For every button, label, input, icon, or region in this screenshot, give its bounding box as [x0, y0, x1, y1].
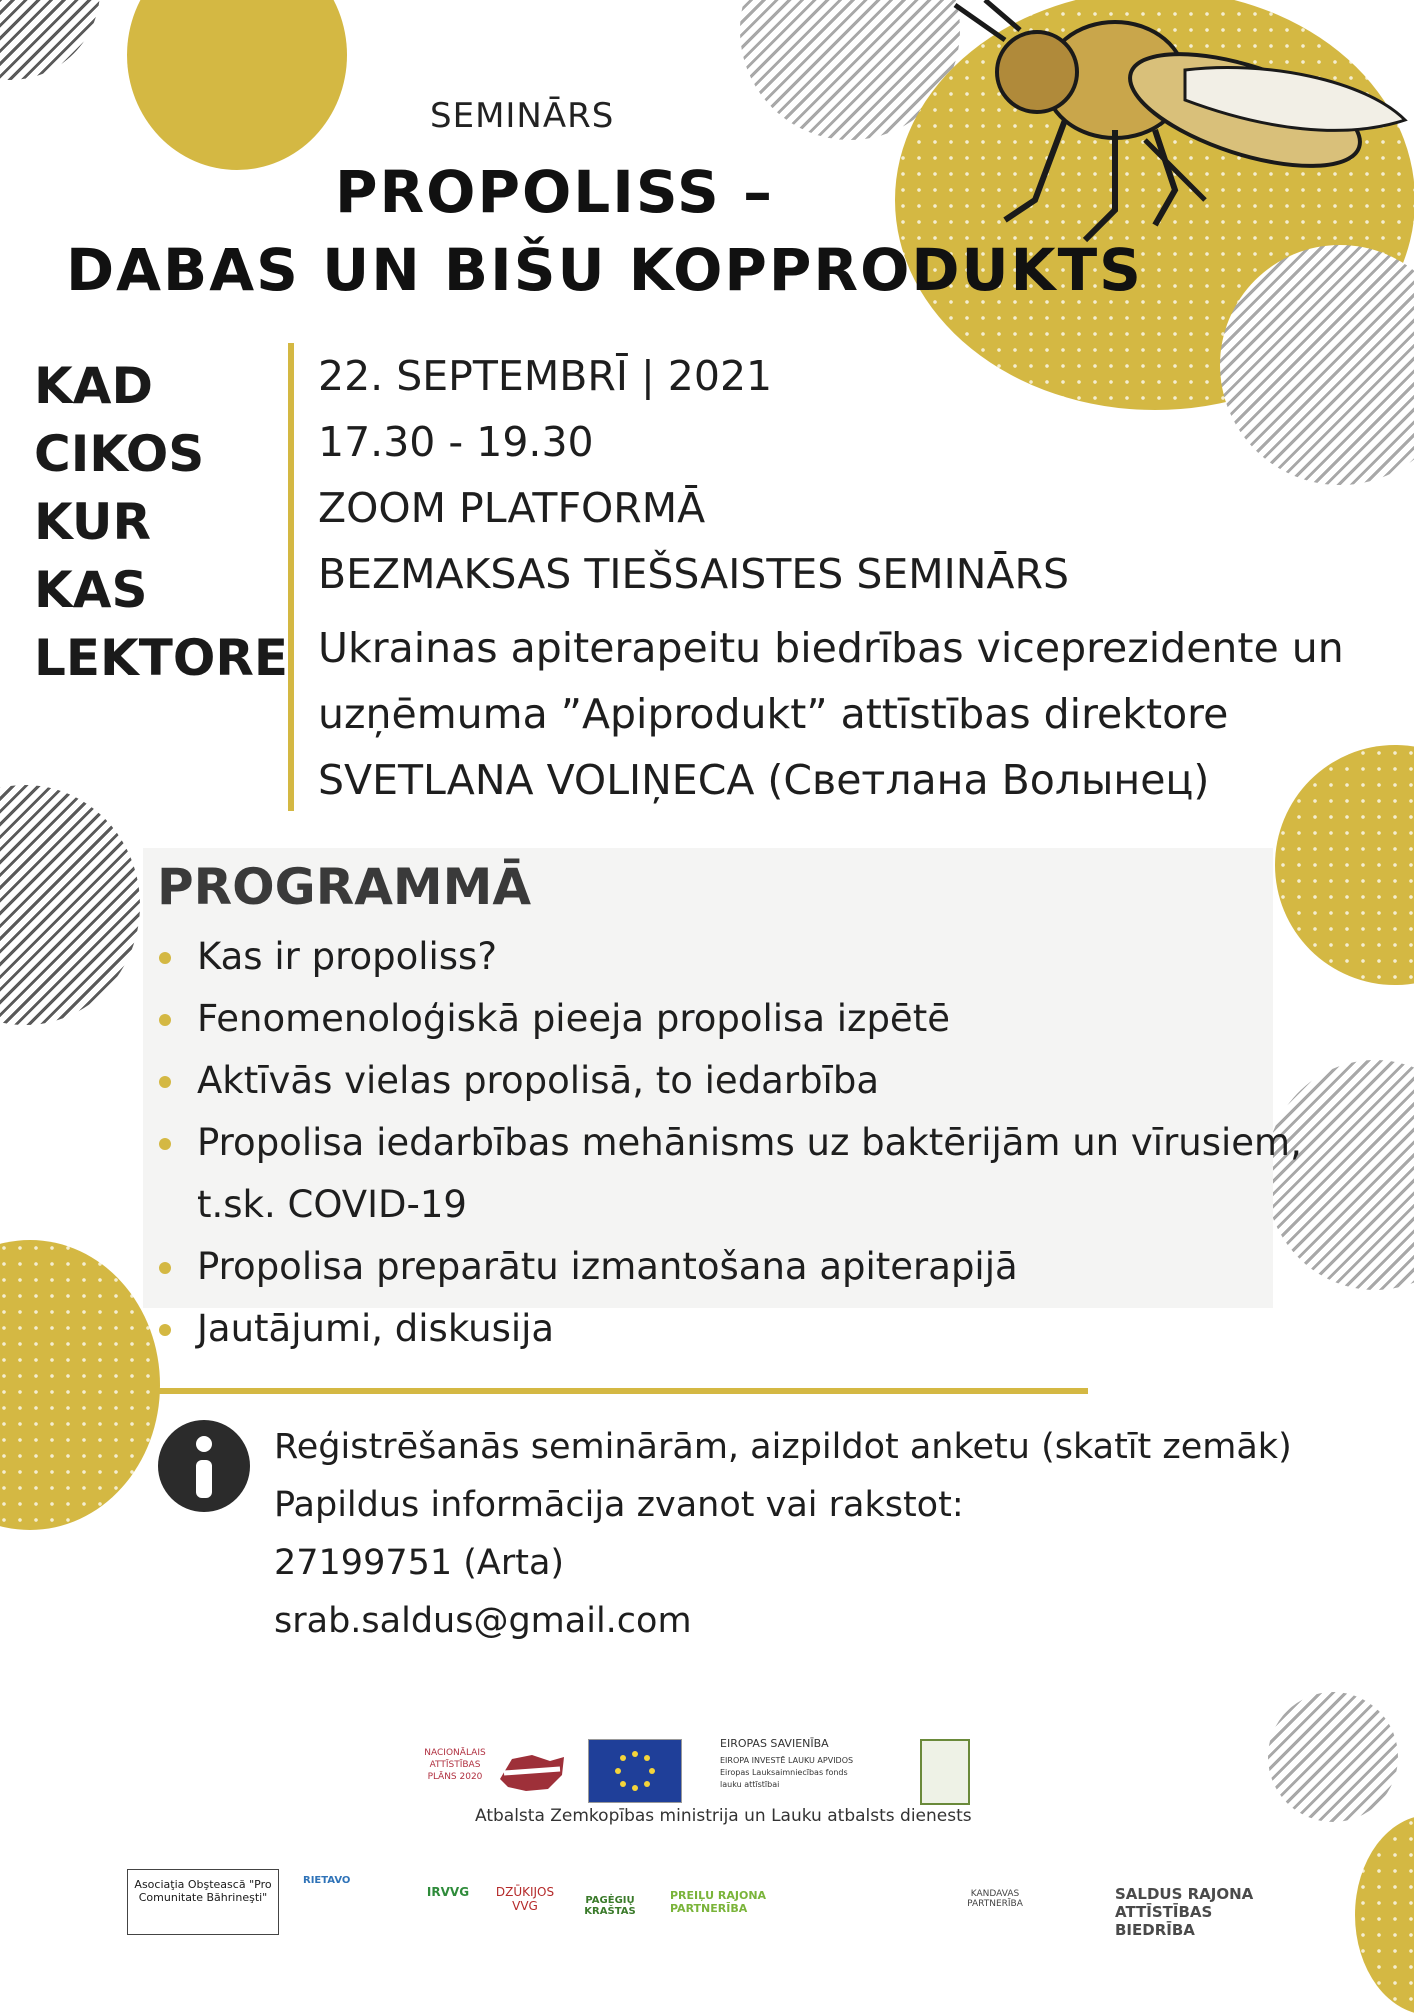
decor-dot-circle-left-lower — [0, 1240, 160, 1530]
event-place: ZOOM PLATFORMĀ — [318, 484, 706, 532]
program-title: PROGRAMMĀ — [157, 858, 532, 916]
program-item: Propolisa preparātu izmantošana apiterapijā — [153, 1236, 1337, 1298]
event-type: BEZMAKSAS TIEŠSAISTES SEMINĀRS — [318, 550, 1069, 598]
partner-saldus-logo: SALDUS RAJONA ATTĪSTĪBAS BIEDRĪBA — [1115, 1885, 1254, 1939]
event-lecturer: Ukrainas apiterapeitu biedrības viceprezidente un uzņēmuma ”Apiprodukt” attīstības direktore SVETLANA VOLIŅECA (Светлана Волынец) — [318, 624, 1344, 804]
label-kas: KAS — [34, 561, 148, 619]
eu-title: EIROPAS SAVIENĪBA — [720, 1737, 829, 1750]
latvia-map-icon — [498, 1749, 568, 1795]
registration-line2: Papildus informācija zvanot vai rakstot: — [274, 1485, 964, 1525]
bee-illustration — [945, 0, 1414, 260]
event-date: 22. SEPTEMBRĪ | 2021 — [318, 352, 773, 400]
decor-stripe-circle-top-left — [0, 0, 100, 80]
registration-phone[interactable]: 27199751 (Arta) — [274, 1543, 565, 1583]
program-item: Kas ir propoliss? — [153, 926, 1337, 988]
nap-2020-logo: NACIONĀLAIS ATTĪSTĪBAS PLĀNS 2020 — [424, 1748, 486, 1782]
partner-preilu-logo: PREIĻU RAJONA PARTNERĪBA — [670, 1889, 767, 1915]
event-kicker: SEMINĀRS — [430, 96, 615, 136]
bullet-icon — [159, 1014, 171, 1026]
program-list — [153, 926, 1337, 1360]
bullet-icon — [159, 1324, 171, 1336]
page-title-line2: DABAS UN BIŠU KOPPRODUKTS — [66, 236, 1143, 304]
registration-block — [274, 1418, 1292, 1650]
detail-labels — [34, 352, 288, 692]
eu-line2: Eiropas Lauksaimniecības fonds lauku attīstībai — [720, 1768, 848, 1789]
bullet-icon — [159, 1138, 171, 1150]
partner-rietavo-logo: RIETAVO — [303, 1875, 351, 1886]
bullet-icon — [159, 952, 171, 964]
partner-logos — [125, 1865, 1305, 1945]
details-divider — [288, 343, 294, 811]
partner-irvvg-logo: IRVVG — [426, 1885, 470, 1899]
label-cikos: CIKOS — [34, 425, 205, 483]
label-kur: KUR — [34, 493, 151, 551]
event-time: 17.30 - 19.30 — [318, 418, 594, 466]
decor-dot-circle-bottom-right — [1355, 1815, 1414, 2015]
partner-pagegiu-logo: PAGĖGIŲ KRAŠTAS — [584, 1895, 636, 1917]
registration-email[interactable]: srab.saldus@gmail.com — [274, 1601, 692, 1641]
sponsor-logos-top — [420, 1735, 980, 1815]
section-divider — [158, 1388, 1088, 1394]
label-lektore: LEKTORE — [34, 629, 289, 687]
sponsor-caption: Atbalsta Zemkopības ministrija un Lauku atbalsts dienests — [475, 1806, 972, 1826]
bullet-icon — [159, 1076, 171, 1088]
partner-kandavas-logo: KANDAVAS PARTNERĪBA — [967, 1889, 1023, 1909]
info-icon — [158, 1420, 250, 1512]
program-item: Fenomenoloģiskā pieeja propolisa izpētē — [153, 988, 1337, 1050]
decor-stripe-circle-left — [0, 785, 140, 1025]
decor-stripe-circle-bottom-right — [1268, 1692, 1398, 1822]
page-title-line1: PROPOLISS – — [335, 158, 774, 226]
bullet-icon — [159, 1262, 171, 1274]
partner-pro-comunitate-logo: Asociaţia Obştească "Pro Comunitate Băhrineşti" — [127, 1869, 279, 1935]
registration-line1: Reģistrēšanās seminārām, aizpildot anketu (skatīt zemāk) — [274, 1427, 1292, 1467]
partner-dzukijos-logo: DZŪKIJOS VVG — [495, 1885, 555, 1913]
label-kad: KAD — [34, 357, 153, 415]
program-item: Aktīvās vielas propolisā, to iedarbība — [153, 1050, 1337, 1112]
program-item: Propolisa iedarbības mehānisms uz baktērijām un vīrusiem, t.sk. COVID-19 — [153, 1112, 1337, 1236]
decor-dot-circle-top — [127, 0, 347, 170]
eu-flag-icon — [588, 1739, 682, 1803]
program-item: Jautājumi, diskusija — [153, 1298, 1337, 1360]
detail-values — [318, 343, 1358, 813]
eu-line1: EIROPA INVESTĒ LAUKU APVIDOS — [720, 1756, 854, 1765]
leader-logo — [920, 1739, 970, 1805]
